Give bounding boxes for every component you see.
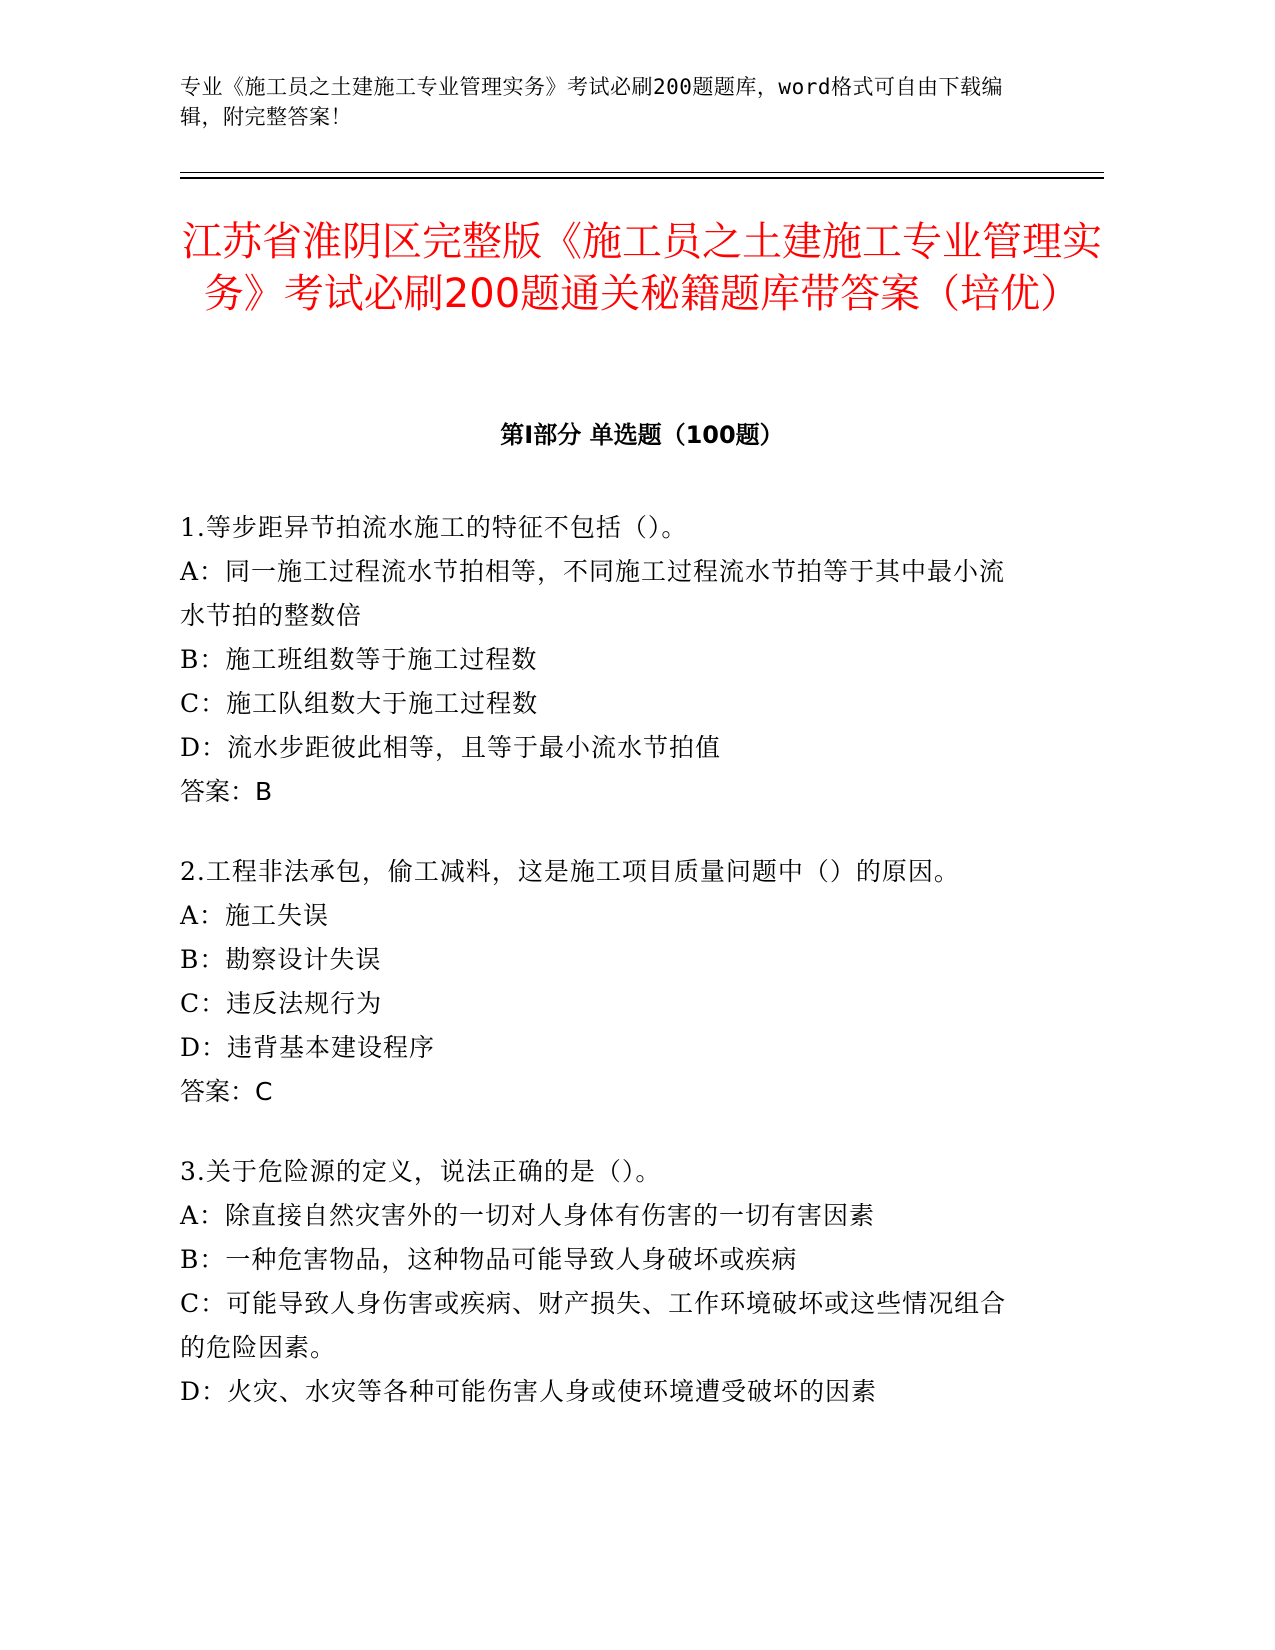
option-c: C：施工队组数大于施工过程数 bbox=[180, 689, 539, 718]
question-1 bbox=[180, 506, 1030, 814]
header-divider-thick bbox=[180, 177, 1104, 179]
option-a: A：除直接自然灾害外的一切对人身体有伤害的一切有害因素 bbox=[180, 1201, 876, 1230]
option-b: B：一种危害物品，这种物品可能导致人身破坏或疾病 bbox=[180, 1245, 798, 1274]
option-b: B：勘察设计失误 bbox=[180, 945, 382, 974]
answer: 答案：C bbox=[180, 1077, 273, 1106]
answer: 答案：B bbox=[180, 777, 273, 806]
question-3 bbox=[180, 1150, 1030, 1414]
option-d: D：流水步距彼此相等，且等于最小流水节拍值 bbox=[180, 733, 722, 762]
option-a: A：施工失误 bbox=[180, 901, 330, 930]
question-stem: 1.等步距异节拍流水施工的特征不包括（）。 bbox=[180, 513, 688, 542]
question-list bbox=[180, 506, 1030, 1450]
header-divider-thin bbox=[180, 172, 1104, 173]
option-a: A：同一施工过程流水节拍相等，不同施工过程流水节拍等于其中最小流水节拍的整数倍 bbox=[180, 557, 1006, 630]
question-2 bbox=[180, 850, 1030, 1114]
option-c: C：可能导致人身伤害或疾病、财产损失、工作环境破坏或这些情况组合的危险因素。 bbox=[180, 1289, 1007, 1362]
section-title: 第Ⅰ部分 单选题（100题） bbox=[500, 421, 784, 449]
document-title: 江苏省淮阴区完整版《施工员之土建施工专业管理实务》考试必刷200题通关秘籍题库带答案（培优） bbox=[182, 219, 1102, 317]
option-d: D：火灾、水灾等各种可能伤害人身或使环境遭受破坏的因素 bbox=[180, 1377, 878, 1406]
header-note: 专业《施工员之土建施工专业管理实务》考试必刷200题题库，word格式可自由下载编辑，附完整答案！ bbox=[180, 75, 1003, 129]
option-c: C：违反法规行为 bbox=[180, 989, 383, 1018]
question-stem: 2.工程非法承包，偷工减料，这是施工项目质量问题中（）的原因。 bbox=[180, 857, 960, 886]
option-b: B：施工班组数等于施工过程数 bbox=[180, 645, 538, 674]
question-stem: 3.关于危险源的定义，说法正确的是（）。 bbox=[180, 1157, 662, 1186]
option-d: D：违背基本建设程序 bbox=[180, 1033, 436, 1062]
